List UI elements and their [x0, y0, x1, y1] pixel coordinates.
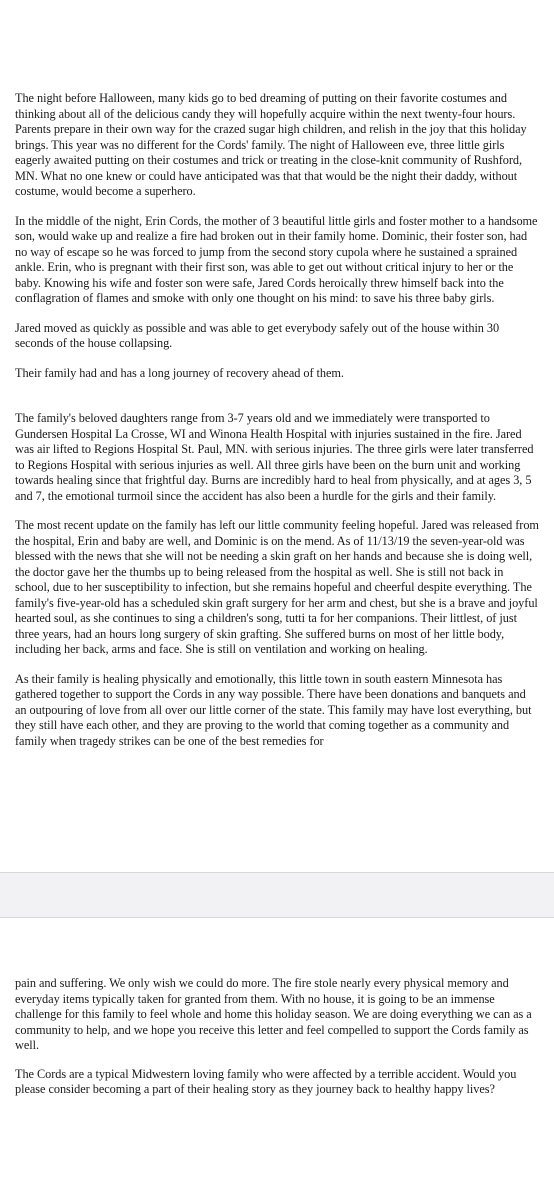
paragraph-closing-appeal: The Cords are a typical Midwestern loving family who were affected by a terrible accident. Would you please consider becoming a part of their healing story as they journey back to healthy happy lives?: [15, 1066, 517, 1096]
paragraph-rescue: Jared moved as quickly as possible and was able to get everybody safely out of the house within 30 seconds of the house collapsing.: [15, 320, 500, 350]
paragraph-update: The most recent update on the family has left our little community feeling hopeful. Jared was released from the hospital, Erin and baby are well, and Dominic is on the mend. As of 11/13/19 the seven-year-old was blessed with the news that she will not be needing a skin graft on her hands and because she is doing well, the doctor gave her the thumbs up to being released from the hospital as well. She is still not back in school, due to her susceptibility to infection, but she remains hopeful and cheerful despite everything. The family's five-year-old has a scheduled skin graft surgery for her arm and chest, but she is a brave and joyful hearted soul, as she continues to sing a children's song, tutti ta for her companions. Their littlest, of just three years, had an hours long surgery of skin grafting. She suffered burns on most of her little body, including her back, arms and face. She is still on ventilation and working on healing.: [15, 518, 539, 656]
paragraph-halloween-intro: The night before Halloween, many kids go to bed dreaming of putting on their favorite costumes and thinking about all of the delicious candy they will hopefully acquire within the next twenty-four hours. Parents prepare in their own way for the crazed sugar high children, and relish in the joy that this holiday brings. This year was no different for the Cords' family. The night of Halloween eve, three little girls eagerly awaited putting on their costumes and trick or treating in the close-knit community of Rushford, MN. What no one knew or could have anticipated was that that would be the night their daddy, without costume, would become a superhero.: [15, 91, 527, 198]
paragraph-hospitals: The family's beloved daughters range from 3-7 years old and we immediately were transported to Gundersen Hospital La Crosse, WI and Winona Health Hospital with injuries sustained in the fire. Jared was air lifted to Regions Hospital St. Paul, MN. with serious injuries. The three girls were later transferred to Regions Hospital with serious injuries as well. All three girls have been on the burn unit and working towards healing since that frightful day. Burns are incredibly hard to heal from physically, and at ages 3, 5 and 7, the emotional turmoil since the accident has also been a hurdle for the girls and their family.: [15, 411, 534, 503]
letter-page-2: [0, 918, 554, 1200]
paragraph-recovery-journey: Their family had and has a long journey of recovery ahead of them.: [15, 365, 344, 380]
paragraph-fire-night: In the middle of the night, Erin Cords, the mother of 3 beautiful little girls and foster mother to a handsome son, would wake up and realize a fire had broken out in their family home. Dominic, their foster son, had no way of escape so he was forced to jump from the second story cupola where he sustained a sprained ankle. Erin, who is pregnant with their first son, was able to get out without critical injury to her or the baby. Knowing his wife and foster son were safe, Jared Cords heroically threw himself back into the conflagration of flames and smoke with only one thought on his mind: to save his three baby girls.: [15, 213, 538, 305]
paragraph-community-support: As their family is healing physically and emotionally, this little town in south eastern Minnesota has gathered together to support the Cords in any way possible. There have been donations and banquets and an outpouring of love from all over our little corner of the state. This family may have lost everything, but they still have each other, and they are proving to the world that coming together as a community and family when tragedy strikes can be one of the best remedies for: [15, 671, 532, 748]
paragraph-pain-suffering: pain and suffering. We only wish we could do more. The fire stole nearly every physical memory and everyday items typically taken for granted from them. With no house, it is going to be an immense challenge for this family to feel whole and home this holiday season. We are doing everything we can as a community to help, and we hope you receive this letter and feel compelled to support the Cords family as well.: [15, 976, 532, 1052]
page-separator: [0, 872, 554, 918]
